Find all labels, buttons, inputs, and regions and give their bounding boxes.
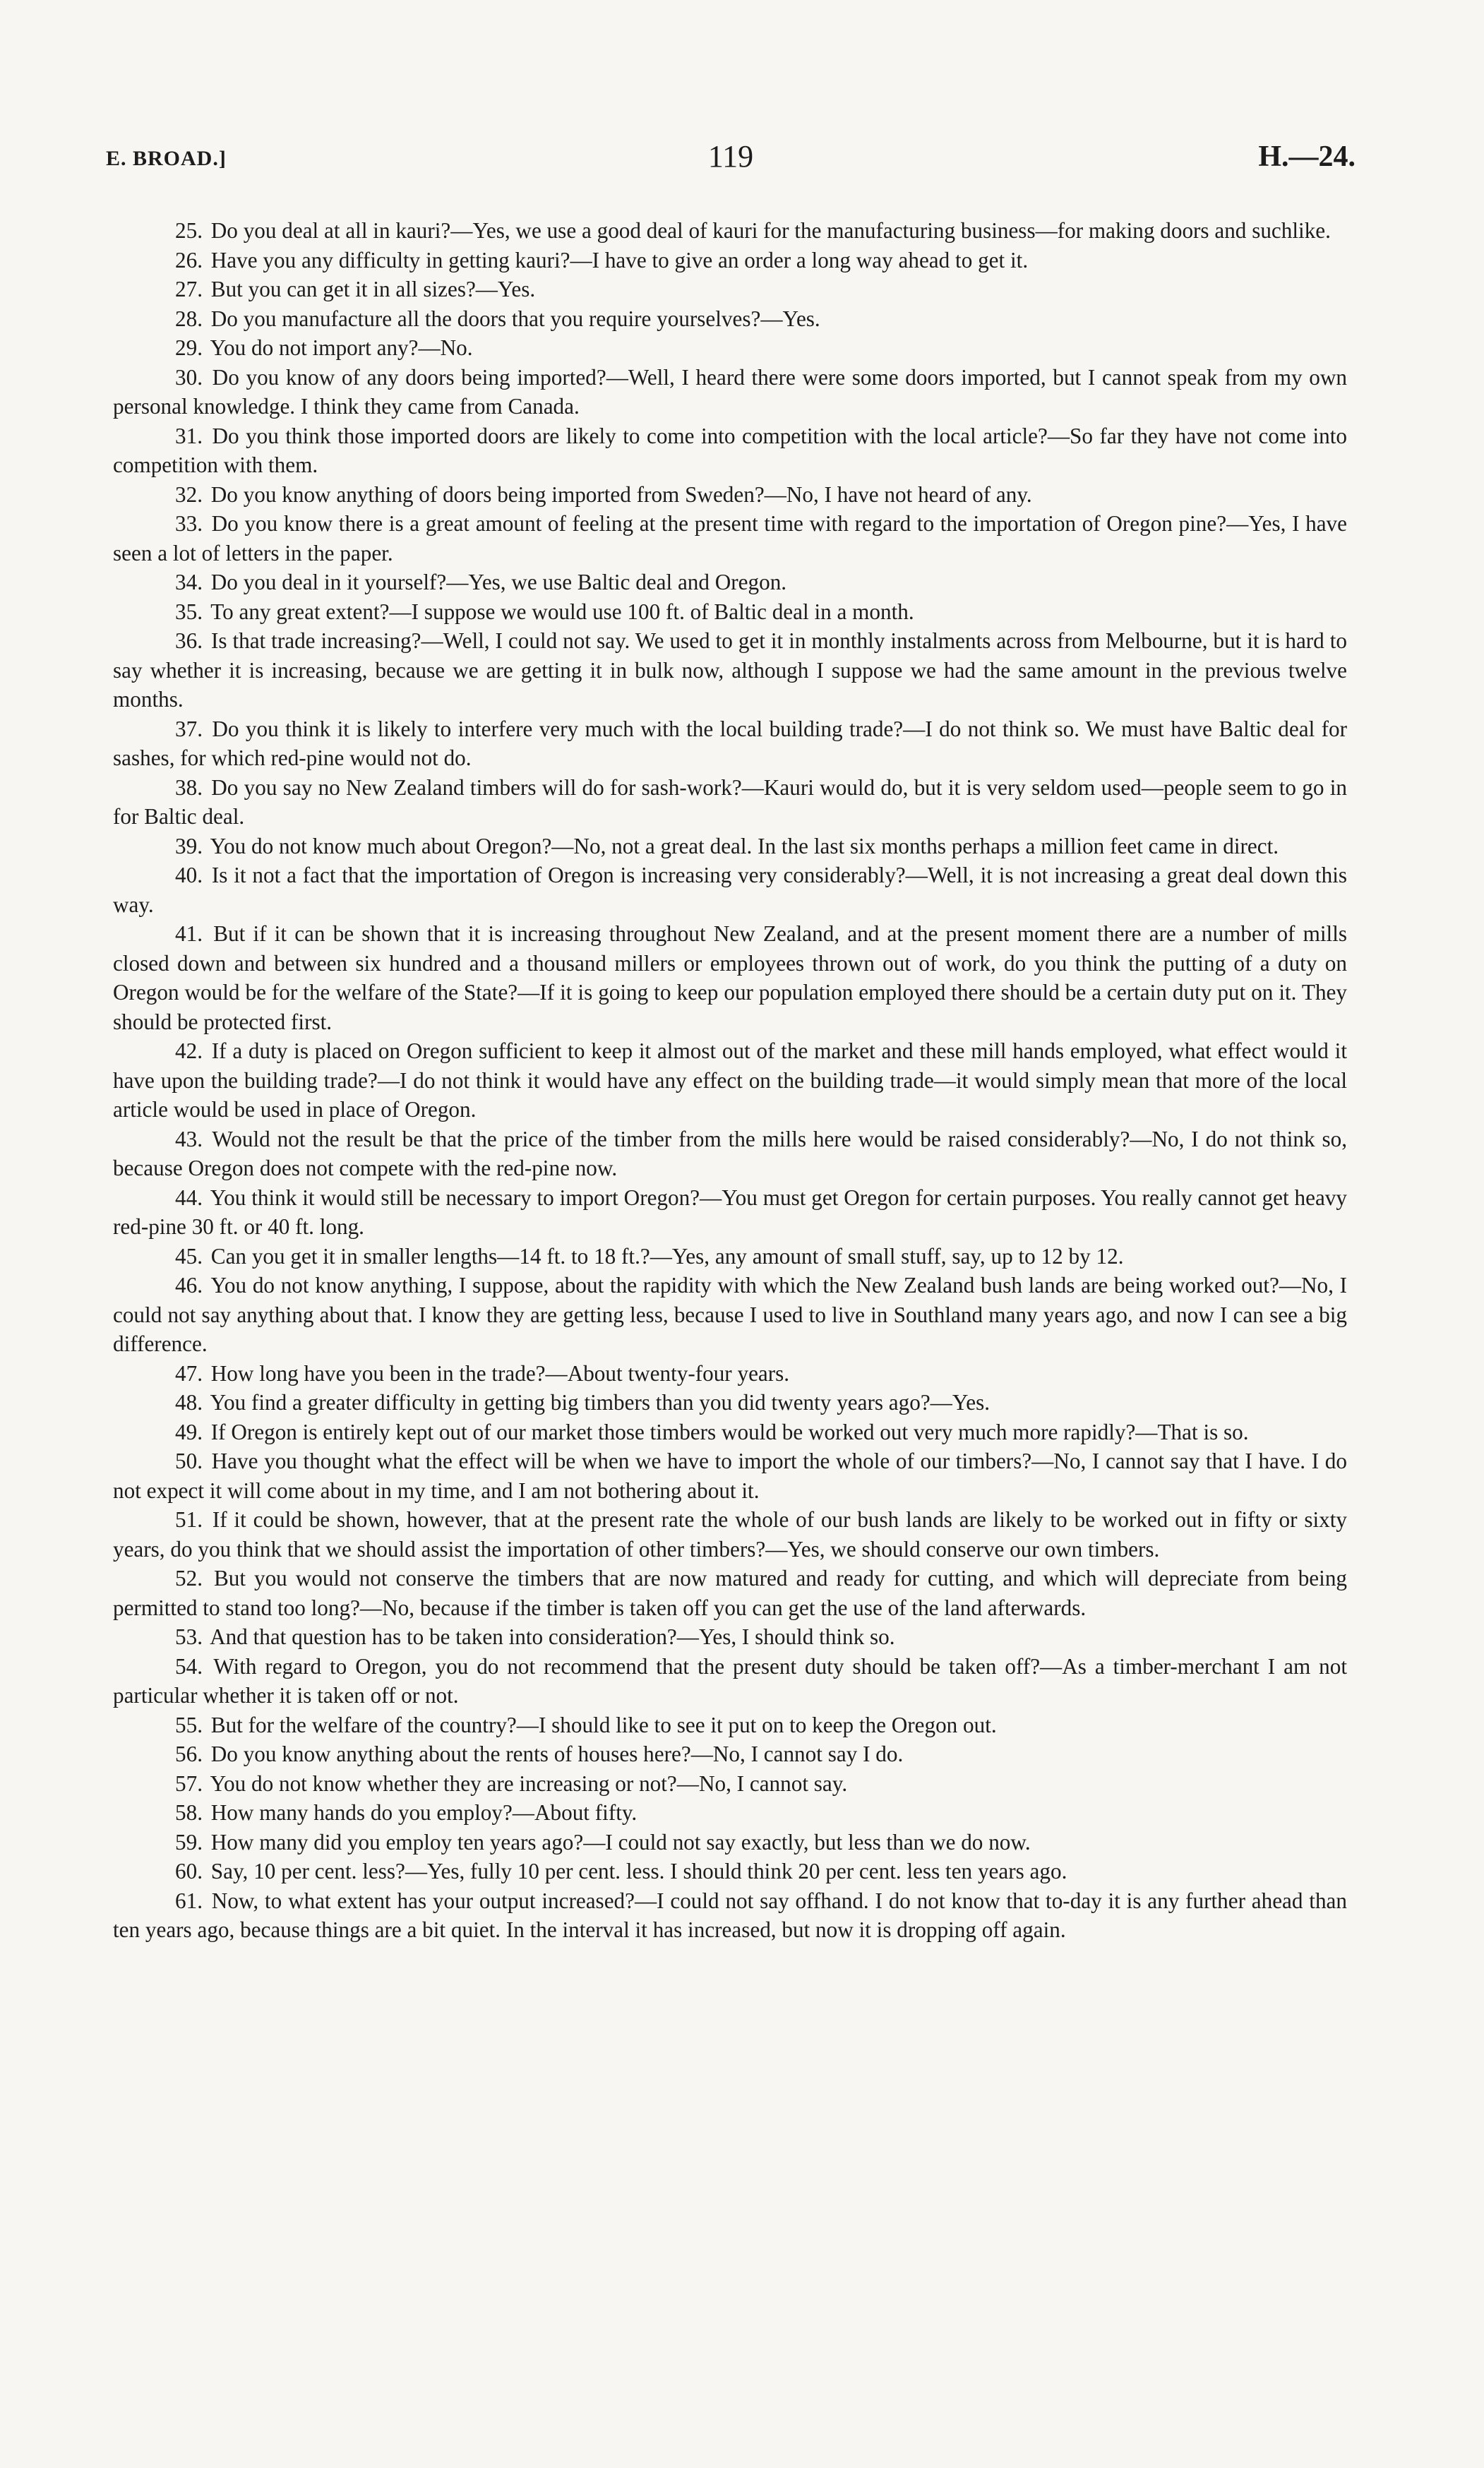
question-number: 46. <box>175 1273 203 1298</box>
question-answer-text: You think it would still be necessary to import Oregon?—You must get Oregon for certain purposes. You really cannot get heavy red-pine 30 ft. or 40 ft. long. <box>113 1185 1347 1239</box>
question-answer-text: How many did you employ ten years ago?—I could not say exactly, but less than we do now. <box>210 1829 1031 1855</box>
document-reference: H.—24. <box>1258 140 1356 173</box>
question-answer-text: Have you thought what the effect will be when we have to import the whole of our timbers?—No, I cannot say that I have. I do not expect it will come about in my time, and I am not bothering about it. <box>113 1449 1347 1503</box>
question-answer-text: You do not know anything, I suppose, about the rapidity with which the New Zealand bush lands are being worked out?—No, I could not say anything about that. I know they are getting less, because I used to live in Southland many years ago, and now I can see a big difference. <box>113 1273 1348 1356</box>
question-number: 56. <box>175 1742 203 1766</box>
question-answer-text: But for the welfare of the country?—I should like to see it put on to keep the Oregon out. <box>210 1712 997 1737</box>
question-answer-text: With regard to Oregon, you do not recommend that the present duty should be taken off?—As a timber-merchant I am not particular whether it is taken off or not. <box>113 1653 1347 1708</box>
question-number: 27. <box>175 277 203 301</box>
question-answer-paragraph <box>113 597 1347 627</box>
page-number: 119 <box>707 139 754 174</box>
question-number: 33. <box>175 511 203 536</box>
question-answer-text: Would not the result be that the price of the timber from the mills here would be raised considerably?—No, I do not think so, because Oregon does not compete with the red-pine now. <box>113 1126 1348 1180</box>
question-answer-paragraph <box>113 568 1347 597</box>
testimony-text <box>113 216 1347 1945</box>
question-number: 47. <box>175 1360 203 1386</box>
question-answer-paragraph <box>113 333 1347 363</box>
question-answer-text: If a duty is placed on Oregon sufficient to keep it almost out of the market and these mill hands employed, what effect would it have upon the building trade?—I do not think it would have any effect on the building trade—it would simply mean that more of the local article would be used in place of Oregon. <box>113 1038 1347 1122</box>
question-number: 53. <box>175 1624 203 1649</box>
question-answer-text: If Oregon is entirely kept out of our market those timbers would be worked out very much more rapidly?—That is so. <box>210 1419 1249 1444</box>
question-answer-text: Is that trade increasing?—Well, I could not say. We used to get it in monthly instalments across from Melbourne, but it is hard to say whether it is increasing, because we are getting it in bulk now, although I suppose we had the same amount in the previous twelve months. <box>113 628 1347 712</box>
question-number: 38. <box>175 774 203 800</box>
question-number: 51. <box>175 1507 203 1532</box>
question-number: 29. <box>175 335 203 360</box>
question-answer-text: Do you know anything about the rents of houses here?—No, I cannot say I do. <box>210 1742 904 1766</box>
question-answer-paragraph <box>113 1828 1347 1857</box>
question-answer-paragraph <box>113 1652 1347 1711</box>
question-answer-text: To any great extent?—I suppose we would use 100 ft. of Baltic deal in a month. <box>210 599 914 624</box>
question-answer-paragraph <box>113 1446 1347 1505</box>
question-number: 50. <box>175 1449 203 1473</box>
question-answer-paragraph <box>113 919 1347 1036</box>
question-answer-text: Have you any difficulty in getting kauri?—I have to give an order a long way ahead to get it. <box>210 247 1029 272</box>
question-answer-paragraph <box>113 1711 1347 1740</box>
question-number: 39. <box>175 833 203 858</box>
question-answer-paragraph <box>113 1622 1347 1652</box>
question-answer-paragraph <box>113 773 1347 832</box>
question-number: 55. <box>175 1712 203 1737</box>
question-answer-text: But you would not conserve the timbers that are now matured and ready for cutting, and which will depreciate from being permitted to stand too long?—No, because if the timber is taken off you can get the use of the land afterwards. <box>113 1566 1348 1620</box>
question-answer-paragraph <box>113 1418 1347 1447</box>
question-number: 60. <box>175 1859 203 1883</box>
question-answer-paragraph <box>113 304 1347 334</box>
question-answer-paragraph <box>113 861 1347 919</box>
question-answer-text: You do not know much about Oregon?—No, not a great deal. In the last six months perhaps a million feet came in direct. <box>210 833 1279 858</box>
question-number: 42. <box>175 1038 203 1063</box>
question-answer-text: Do you say no New Zealand timbers will do for sash-work?—Kauri would do, but it is very seldom used—people seem to go in for Baltic deal. <box>113 774 1347 829</box>
question-answer-text: But you can get it in all sizes?—Yes. <box>210 277 536 301</box>
question-answer-paragraph <box>113 1242 1347 1271</box>
question-number: 25. <box>175 218 203 243</box>
question-answer-paragraph <box>113 1036 1347 1125</box>
question-answer-paragraph <box>113 714 1347 773</box>
question-number: 41. <box>175 921 203 946</box>
question-number: 28. <box>175 306 203 331</box>
question-answer-paragraph <box>113 246 1347 275</box>
page-header <box>106 138 1356 181</box>
question-number: 35. <box>175 599 203 624</box>
question-number: 49. <box>175 1419 203 1444</box>
question-answer-paragraph <box>113 421 1347 480</box>
witness-name: E. BROAD.] <box>106 147 227 170</box>
question-answer-paragraph <box>113 363 1347 421</box>
question-answer-paragraph <box>113 1857 1347 1886</box>
question-answer-paragraph <box>113 1886 1347 1945</box>
question-answer-paragraph <box>113 1359 1347 1389</box>
question-number: 37. <box>175 716 203 741</box>
question-answer-paragraph <box>113 1798 1347 1828</box>
question-answer-text: You do not know whether they are increasing or not?—No, I cannot say. <box>210 1771 848 1796</box>
question-number: 52. <box>175 1566 203 1591</box>
question-answer-paragraph <box>113 480 1347 510</box>
question-answer-text: Can you get it in smaller lengths—14 ft. to 18 ft.?—Yes, any amount of small stuff, say, up to 12 by 12. <box>210 1243 1124 1269</box>
question-answer-text: You do not import any?—No. <box>210 335 473 360</box>
question-answer-text: How many hands do you employ?—About fifty. <box>210 1800 638 1825</box>
question-answer-paragraph <box>113 1183 1347 1242</box>
question-answer-text: And that question has to be taken into consideration?—Yes, I should think so. <box>210 1624 895 1649</box>
question-number: 26. <box>175 247 203 272</box>
question-answer-text: Do you deal at all in kauri?—Yes, we use a good deal of kauri for the manufacturing business—for making doors and suchlike. <box>210 218 1331 243</box>
question-number: 45. <box>175 1243 203 1269</box>
question-number: 32. <box>175 481 203 507</box>
question-answer-paragraph <box>113 275 1347 304</box>
question-answer-text: If it could be shown, however, that at the present rate the whole of our bush lands are likely to be worked out in fifty or sixty years, do you think that we should assist the importation of other timbers?—Yes, we should conserve our own timbers. <box>113 1507 1348 1562</box>
question-answer-paragraph <box>113 1564 1347 1622</box>
question-answer-paragraph <box>113 1388 1347 1418</box>
question-number: 30. <box>175 364 203 390</box>
question-number: 57. <box>175 1771 203 1796</box>
question-number: 40. <box>175 863 203 887</box>
question-answer-paragraph <box>113 509 1347 568</box>
question-number: 44. <box>175 1185 203 1210</box>
question-number: 58. <box>175 1800 203 1825</box>
question-number: 34. <box>175 570 203 594</box>
question-number: 31. <box>175 423 203 448</box>
question-answer-text: Do you know of any doors being imported?—Well, I heard there were some doors imported, but I cannot speak from my own personal knowledge. I think they came from Canada. <box>113 364 1348 419</box>
question-answer-text: Do you deal in it yourself?—Yes, we use Baltic deal and Oregon. <box>210 570 787 594</box>
question-answer-text: How long have you been in the trade?—About twenty-four years. <box>210 1360 790 1386</box>
question-answer-text: Do you know anything of doors being imported from Sweden?—No, I have not heard of any. <box>210 481 1032 507</box>
question-answer-text: Do you manufacture all the doors that you require yourselves?—Yes. <box>210 306 820 331</box>
question-answer-text: Do you think it is likely to interfere very much with the local building trade?—I do not think so. We must have Baltic deal for sashes, for which red-pine would not do. <box>113 716 1348 770</box>
question-number: 59. <box>175 1829 203 1855</box>
question-answer-paragraph <box>113 832 1347 861</box>
question-answer-text: Is it not a fact that the importation of Oregon is increasing very considerably?—Well, it is not increasing a great deal down this way. <box>113 863 1347 917</box>
question-number: 54. <box>175 1653 203 1679</box>
question-answer-text: You find a greater difficulty in getting big timbers than you did twenty years ago?—Yes. <box>210 1390 991 1415</box>
question-answer-paragraph <box>113 626 1347 714</box>
question-answer-text: Say, 10 per cent. less?—Yes, fully 10 per cent. less. I should think 20 per cent. less ten years ago. <box>210 1859 1067 1883</box>
question-answer-paragraph <box>113 1769 1347 1799</box>
question-answer-paragraph <box>113 1125 1347 1183</box>
question-answer-text: Do you think those imported doors are likely to come into competition with the local article?—So far they have not come into competition with them. <box>113 423 1348 477</box>
question-answer-paragraph <box>113 1739 1347 1769</box>
question-answer-text: But if it can be shown that it is increasing throughout New Zealand, and at the present moment there are a number of mills closed down and between six hundred and a thousand millers or employees thrown out of work, do you think the putting of a duty on Oregon would be for the welfare of the State?—If it is going to keep our population employed there should be a certain duty put on it. They should be protected first. <box>113 921 1348 1034</box>
question-answer-paragraph <box>113 1271 1347 1359</box>
question-answer-paragraph <box>113 216 1347 246</box>
question-number: 43. <box>175 1126 203 1151</box>
question-number: 61. <box>175 1888 203 1913</box>
question-number: 48. <box>175 1390 203 1415</box>
question-answer-text: Now, to what extent has your output increased?—I could not say offhand. I do not know that to-day it is any further ahead than ten years ago, because things are a bit quiet. In the interval it has increased, but now it is dropping off again. <box>113 1888 1347 1942</box>
question-answer-paragraph <box>113 1505 1347 1564</box>
question-number: 36. <box>175 628 203 653</box>
question-answer-text: Do you know there is a great amount of feeling at the present time with regard to the importation of Oregon pine?—Yes, I have seen a lot of letters in the paper. <box>113 511 1347 565</box>
